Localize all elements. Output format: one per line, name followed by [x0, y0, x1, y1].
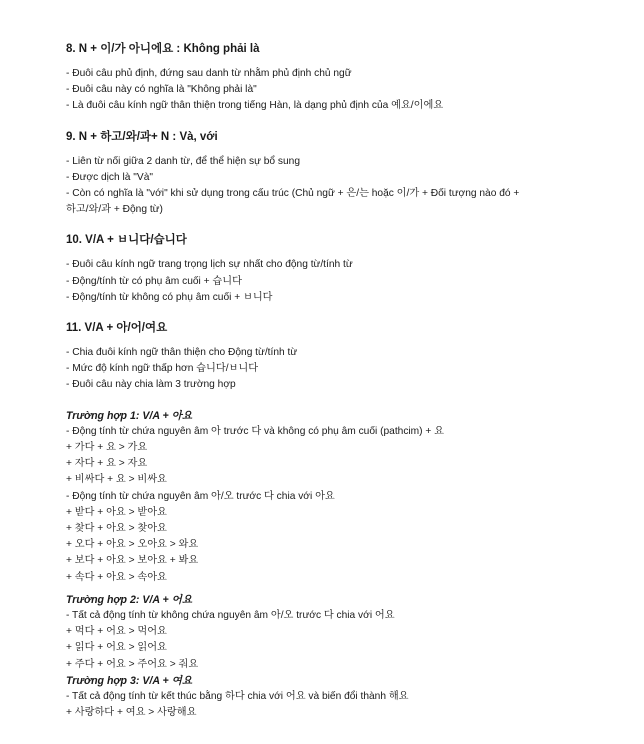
section-11-line-1: - Chia đuôi kính ngữ thân thiện cho Động từ/tính từ: [66, 347, 298, 359]
section-9-line-2: - Được dịch là "Và": [66, 171, 153, 183]
case-1-title: Trường hợp 1: V/A + 아요: [66, 409, 193, 422]
case-3-line-2: + 사랑하다 + 여요 > 사랑해요: [66, 707, 197, 719]
case-1-line-10: + 속다 + 아요 > 속아요: [66, 571, 167, 583]
case-1-line-9: + 보다 + 아요 > 보아요 + 봐요: [66, 555, 199, 567]
case-1-line-8: + 오다 + 아요 > 오아요 > 와요: [66, 539, 199, 551]
case-2-line-3: + 읽다 + 어요 > 읽어요: [66, 642, 167, 654]
section-9-line-1: - Liên từ nối giữa 2 danh từ, để thể hiện sự bổ sung: [66, 155, 301, 167]
section-8-line-1: - Đuôi câu phủ định, đứng sau danh từ nhằm phủ định chủ ngữ: [66, 68, 352, 79]
case-1-line-6: + 받다 + 아요 > 받아요: [66, 506, 167, 518]
case-3-title: Trường hợp 3: V/A + 여요: [66, 674, 193, 687]
section-heading-9: 9. N + 하고/와/과+ N : Và, với: [66, 130, 218, 143]
case-1-line-7: + 찾다 + 아요 > 찾아요: [66, 523, 167, 535]
section-9-line-4: 하고/와/과 + Động từ): [66, 204, 163, 216]
section-9-line-3: - Còn có nghĩa là "với" khi sử dụng trong cấu trúc (Chủ ngữ + 은/는 hoặc 이/가 + Đối tượng nào đó +: [66, 188, 520, 200]
case-1-line-5: - Động tính từ chứa nguyên âm 아/오 trước 다 chia với 아요: [66, 490, 335, 502]
case-1-line-4: + 비싸다 + 요 > 비싸요: [66, 474, 167, 486]
case-2-line-2: + 먹다 + 어요 > 먹어요: [66, 626, 167, 638]
section-10-line-3: - Động/tính từ không có phụ âm cuối + ㅂ니다: [66, 291, 273, 303]
section-10-line-2: - Động/tính từ có phụ âm cuối + 습니다: [66, 275, 242, 287]
case-1-line-2: + 가다 + 요 > 가요: [66, 442, 148, 454]
case-1-line-1: - Động tính từ chứa nguyên âm 아 trước 다 và không có phụ âm cuối (pathcim) + 요: [66, 425, 445, 437]
section-11-line-2: - Mức độ kính ngữ thấp hơn 습니다/ㅂ니다: [66, 363, 259, 375]
section-heading-10: 10. V/A + ㅂ니다/습니다: [66, 234, 187, 247]
section-heading-11: 11. V/A + 아/어/여요: [66, 322, 168, 335]
section-heading-8: 8. N + 이/가 아니에요 : Không phải là: [66, 43, 260, 55]
document-content: [66, 41, 626, 722]
case-2-title: Trường hợp 2: V/A + 어요: [66, 593, 193, 606]
case-2-line-1: - Tất cả động tính từ không chứa nguyên âm 아/오 trước 다 chia với 어요: [66, 610, 395, 622]
section-8-line-3: - Là đuôi câu kính ngữ thân thiện trong tiếng Hàn, là dạng phủ định của 예요/이에요: [66, 100, 444, 112]
section-8-line-2: - Đuôi câu này có nghĩa là "Không phải là": [66, 84, 257, 96]
section-10-line-1: - Đuôi câu kính ngữ trang trọng lịch sự nhất cho động từ/tính từ: [66, 259, 353, 271]
case-2-line-4: + 주다 + 어요 > 주어요 > 줘요: [66, 658, 199, 670]
case-1-line-3: + 자다 + 요 > 자요: [66, 458, 148, 470]
case-3-line-1: - Tất cả động tính từ kết thúc bằng 하다 chia với 어요 và biến đổi thành 해요: [66, 691, 409, 703]
section-11-line-3: - Đuôi câu này chia làm 3 trường hợp: [66, 379, 236, 391]
